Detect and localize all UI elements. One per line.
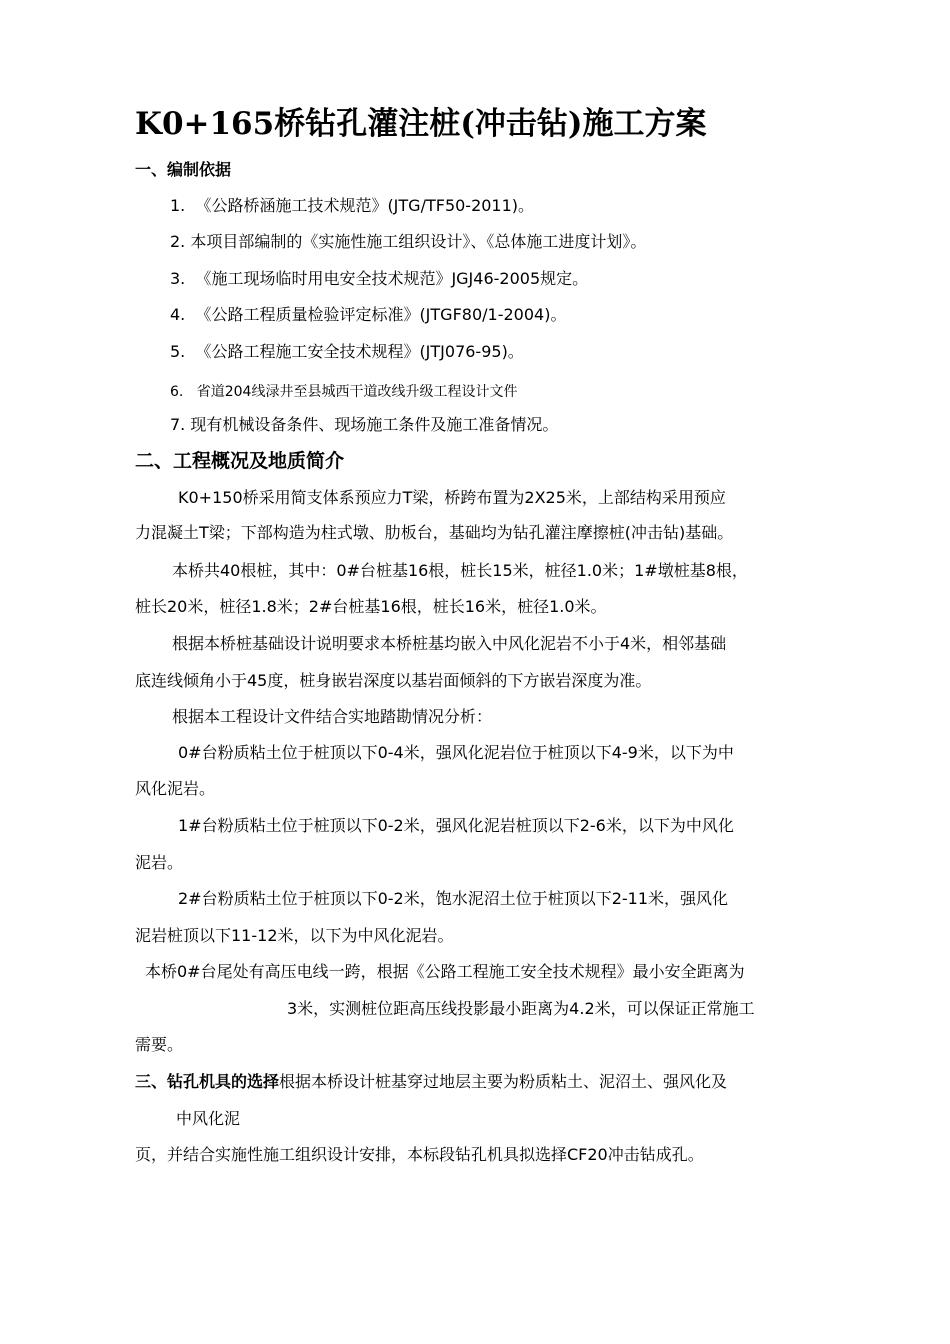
list-item [170,342,524,362]
list-item-text: 现有机械设备条件、现场施工条件及施工准备情况。 [190,415,559,434]
list-item-number: 7. [170,415,186,434]
list-item [170,232,646,252]
paragraph-line: 0#台粉质粘土位于桩顶以下0-4米，强风化泥岩位于桩顶以下4-9米，以下为中 [178,743,734,762]
paragraph-line: 本桥0#台尾处有高压电线一跨，根据《公路工程施工安全技术规程》最小安全距离为 [145,962,745,981]
section-paragraph-equipment [135,1072,727,1092]
paragraph-line: 2#台粉质粘土位于桩顶以下0-2米，饱水泥沼土位于桩顶以下2-11米，强风化 [178,889,729,908]
paragraph-line: 根据本桥设计桩基穿过地层主要为粉质粘土、泥沼土、强风化及 [279,1072,728,1091]
paragraph-line: 本桥共40根桩，其中：0#台桩基16根，桩长15米，桩径1.0米；1#墩桩基8根， [172,561,748,580]
list-item [170,196,534,216]
list-item-text: 《施工现场临时用电安全技术规范》JGJ46-2005规定。 [195,269,589,288]
paragraph-line: 泥岩。 [135,853,184,872]
paragraph-line: 中风化泥 [176,1109,241,1128]
paragraph-line: 风化泥岩。 [135,779,216,798]
list-item [170,415,558,435]
list-item [170,382,517,402]
list-item-number: 4. [170,305,186,324]
section-heading-overview: 二、工程概况及地质简介 [135,450,345,472]
list-item-text: 《公路工程质量检验评定标准》(JTGF80/1-2004)。 [195,305,567,324]
list-item [170,269,588,289]
section-heading-equipment: 三、钻孔机具的选择 [135,1072,280,1091]
section-heading-basis: 一、编制依据 [135,160,232,179]
list-item-number: 6. [170,384,184,400]
paragraph-line: K0+150桥采用简支体系预应力T梁，桥跨布置为2X25米，上部结构采用预应 [178,488,726,507]
list-item-text: 《公路桥涵施工技术规范》(JTG/TF50-2011)。 [195,196,535,215]
page-title: K0+165桥钻孔灌注桩(冲击钻)施工方案 [135,106,707,142]
paragraph-line: 根据本工程设计文件结合实地踏勘情况分析： [172,707,493,726]
paragraph-line: 页，并结合实施性施工组织设计安排，本标段钻孔机具拟选择CF20冲击钻成孔。 [135,1145,704,1164]
paragraph-line: 底连线倾角小于45度，桩身嵌岩深度以基岩面倾斜的下方嵌岩深度为准。 [135,671,652,690]
list-item-text: 本项目部编制的《实施性施工组织设计》、《总体施工进度计划》。 [190,232,647,251]
paragraph-line: 根据本桥桩基础设计说明要求本桥桩基均嵌入中风化泥岩不小于4米，相邻基础 [172,634,727,653]
list-item [170,305,566,325]
list-item-text: 《公路工程施工安全技术规程》(JTJ076-95)。 [195,342,524,361]
paragraph-line: 泥岩桩顶以下11-12米，以下为中风化泥岩。 [135,926,454,945]
list-item-number: 3. [170,269,186,288]
paragraph-line: 桩长20米，桩径1.8米；2#台桩基16根，桩长16米，桩径1.0米。 [135,597,607,616]
paragraph-line: 3米，实测桩位距高压线投影最小距离为4.2米，可以保证正常施工 [287,999,755,1018]
paragraph-line: 1#台粉质粘土位于桩顶以下0-2米，强风化泥岩桩顶以下2-6米，以下为中风化 [178,816,734,835]
list-item-number: 1. [170,196,186,215]
list-item-number: 5. [170,342,186,361]
list-item-text: 省道204线渌井至县城西干道改线升级工程设计文件 [196,384,518,400]
paragraph-line: 需要。 [135,1035,184,1054]
paragraph-line: 力混凝土T梁；下部构造为柱式墩、肋板台，基础均为钻孔灌注摩擦桩(冲击钻)基础。 [135,523,734,542]
list-item-number: 2. [170,232,186,251]
